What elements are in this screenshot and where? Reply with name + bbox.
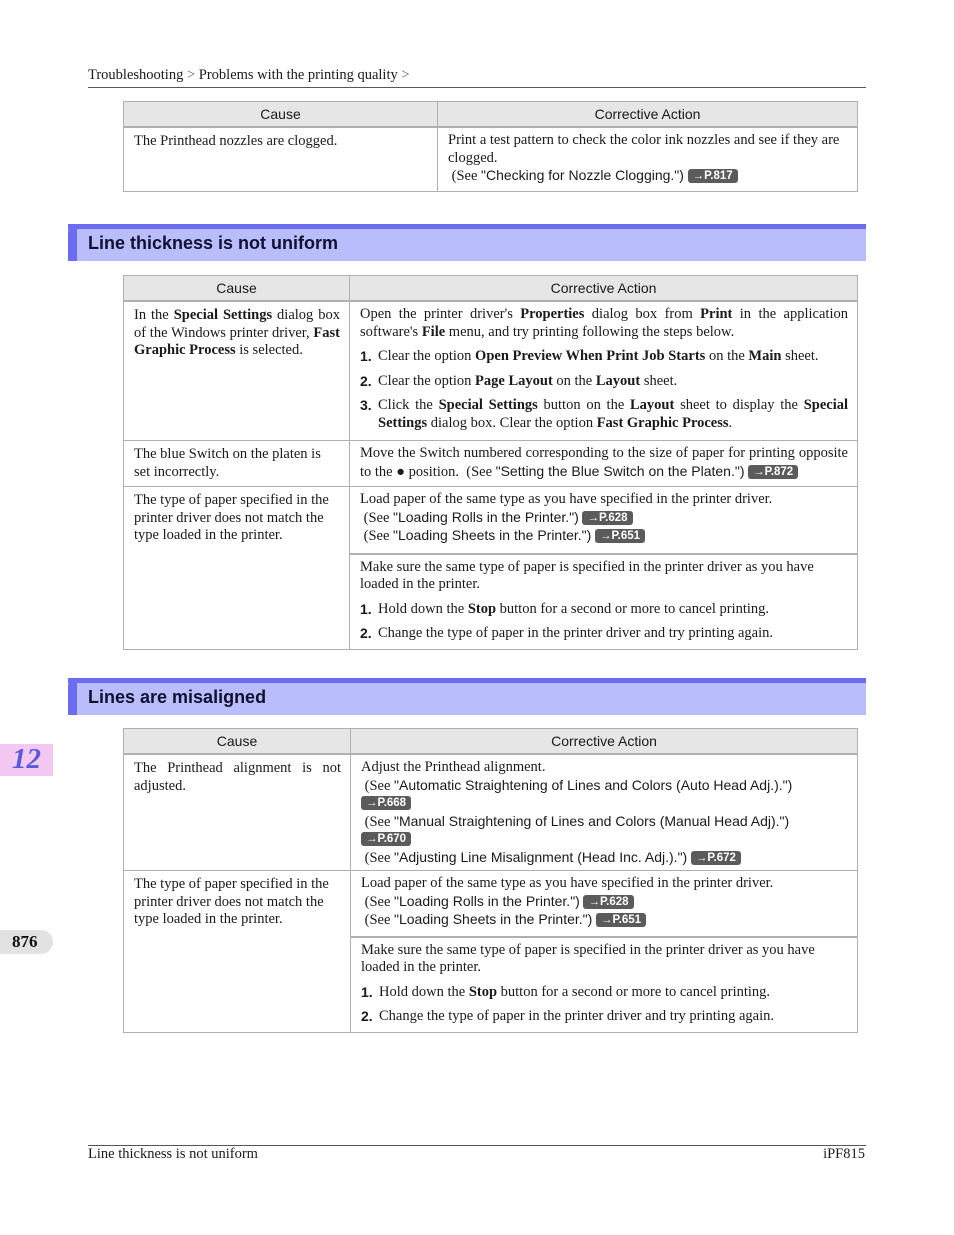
action-cell [438, 127, 858, 191]
action-text: Load paper of the same type as you have specified in the printer driver. [361, 875, 774, 891]
cause-cell: The type of paper specified in the printer driver does not match the type loaded in the printer. [124, 871, 351, 1033]
section-title: Lines are misaligned [88, 687, 267, 707]
cause-cell: The Printhead alignment is not adjusted. [124, 754, 351, 871]
column-header-action: Corrective Action [438, 102, 858, 128]
page-number-tab [0, 930, 53, 954]
breadcrumb-troubleshooting[interactable]: Troubleshooting [88, 67, 184, 83]
page-ref-link[interactable]: →P.668 [361, 796, 411, 810]
reference-title[interactable]: "Automatic Straightening of Lines and Colors (Auto Head Adj.).") [394, 776, 793, 793]
table-row [124, 441, 858, 487]
chapter-number: 12 [12, 743, 41, 775]
action-text: Print a test pattern to check the color ink nozzles and see if they are clogged. [448, 132, 840, 166]
page-ref-link[interactable]: →P.628 [582, 511, 632, 525]
table-row [124, 871, 858, 937]
column-header-cause: Cause [124, 102, 438, 128]
lines-misaligned-table [123, 728, 858, 1033]
list-item: 1. Hold down the Stop button for a second or more to cancel printing. [361, 983, 771, 1000]
see-reference: (See "Manual Straightening of Lines and Colors (Manual Head Adj).") →P.670 [361, 813, 848, 849]
table-row [124, 301, 858, 441]
table-row [124, 487, 858, 554]
reference-title[interactable]: "Loading Sheets in the Printer.") [393, 527, 592, 543]
see-reference: (See "Loading Rolls in the Printer.") →P.628 [360, 509, 848, 528]
page-ref-link[interactable]: →P.670 [361, 832, 411, 846]
table-row [124, 754, 858, 871]
page-ref-link[interactable]: →P.628 [583, 895, 633, 909]
action-text: Load paper of the same type as you have specified in the printer driver. [360, 491, 773, 507]
table-header-row [124, 276, 858, 302]
table-row [124, 127, 858, 191]
cause-cell: The blue Switch on the platen is set incorrectly. [124, 441, 350, 487]
section-header-lines-misaligned [68, 678, 866, 715]
list-item: 2. Change the type of paper in the printer driver and try printing again. [360, 625, 773, 641]
cause-cell: The type of paper specified in the printer driver does not match the type loaded in the printer. [124, 487, 350, 650]
page-ref-link[interactable]: →P.872 [748, 465, 798, 479]
nozzle-clogging-table [123, 101, 858, 192]
footer-model-name: iPF815 [823, 1146, 865, 1162]
page-ref-link[interactable]: →P.817 [688, 169, 738, 183]
breadcrumb [88, 67, 410, 84]
list-item: 1. Hold down the Stop button for a second or more to cancel printing. [360, 600, 770, 617]
chapter-tab[interactable] [0, 744, 53, 776]
table-header-row [124, 729, 858, 755]
list-item: 1. Clear the option Open Preview When Print Job Starts on the Main sheet. [360, 348, 819, 364]
cause-cell: The Printhead nozzles are clogged. [124, 127, 438, 191]
line-thickness-table [123, 275, 858, 650]
reference-title[interactable]: "Manual Straightening of Lines and Colors (Manual Head Adj).") [394, 812, 790, 829]
action-text: Make sure the same type of paper is specified in the printer driver as you have loaded in the printer. [361, 941, 815, 975]
reference-title[interactable]: "Checking for Nozzle Clogging.") [481, 167, 684, 183]
breadcrumb-separator: > [401, 67, 410, 83]
column-header-cause: Cause [124, 276, 350, 302]
action-cell [351, 871, 858, 937]
section-title: Line thickness is not uniform [88, 233, 339, 253]
column-header-action: Corrective Action [350, 276, 858, 302]
step-list [361, 984, 848, 1026]
breadcrumb-separator: > [186, 67, 196, 83]
section-header-line-thickness [68, 224, 866, 261]
action-cell [351, 937, 858, 1033]
see-reference: (See "Automatic Straightening of Lines and Colors (Auto Head Adj.).") →P.668 [361, 777, 848, 813]
action-cell [350, 487, 858, 554]
page-ref-link[interactable]: →P.672 [691, 851, 741, 865]
list-item: 3. Click the Special Settings button on the Layout sheet to display the Special Settings dialog box. Clear the option Fast Graphic Process. [360, 397, 848, 431]
column-header-action: Corrective Action [351, 729, 858, 755]
action-text: Adjust the Printhead alignment. [361, 759, 546, 775]
action-cell [351, 754, 858, 871]
see-reference: (See "Loading Rolls in the Printer.") →P.628 [361, 893, 848, 912]
reference-title[interactable]: "Loading Rolls in the Printer.") [394, 892, 580, 909]
list-item: 2. Clear the option Page Layout on the Layout sheet. [360, 372, 678, 389]
reference-title[interactable]: "Loading Rolls in the Printer.") [393, 508, 579, 525]
list-item: 2. Change the type of paper in the printer driver and try printing again. [361, 1008, 774, 1024]
header-divider [88, 87, 866, 88]
breadcrumb-printing-quality[interactable]: Problems with the printing quality [198, 67, 398, 83]
column-header-cause: Cause [124, 729, 351, 755]
see-reference: (See "Loading Sheets in the Printer.") →P.651 [361, 911, 848, 930]
see-reference: (See "Loading Sheets in the Printer.") →P.651 [360, 527, 848, 546]
action-cell [350, 301, 858, 441]
step-list [360, 348, 848, 432]
page-number: 876 [12, 932, 38, 951]
action-cell [350, 554, 858, 650]
page-ref-link[interactable]: →P.651 [596, 913, 646, 927]
table-header-row [124, 102, 858, 128]
see-reference: (See "Adjusting Line Misalignment (Head Inc. Adj.).") →P.672 [361, 849, 848, 868]
reference-title[interactable]: "Adjusting Line Misalignment (Head Inc. Adj.).") [394, 848, 688, 865]
see-reference: (See "Checking for Nozzle Clogging.") →P.817 [448, 167, 848, 186]
action-intro: Open the printer driver's Properties dialog box from Print in the application software's File menu, and try printing following the steps below. [360, 306, 848, 340]
footer-section-title: Line thickness is not uniform [88, 1146, 258, 1162]
action-text: Make sure the same type of paper is specified in the printer driver as you have loaded in the printer. [360, 558, 814, 592]
action-cell: Move the Switch numbered corresponding to the size of paper for printing opposite to the ● position. (See "Setting the Blue Switch on the Platen.") →P.872 [350, 441, 858, 487]
step-list [360, 601, 848, 643]
reference-title[interactable]: "Setting the Blue Switch on the Platen.") [495, 462, 745, 479]
reference-title[interactable]: "Loading Sheets in the Printer.") [394, 911, 593, 927]
page-ref-link[interactable]: →P.651 [595, 529, 645, 543]
cause-cell: In the Special Settings dialog box of the Windows printer driver, Fast Graphic Process is selected. [124, 301, 350, 441]
